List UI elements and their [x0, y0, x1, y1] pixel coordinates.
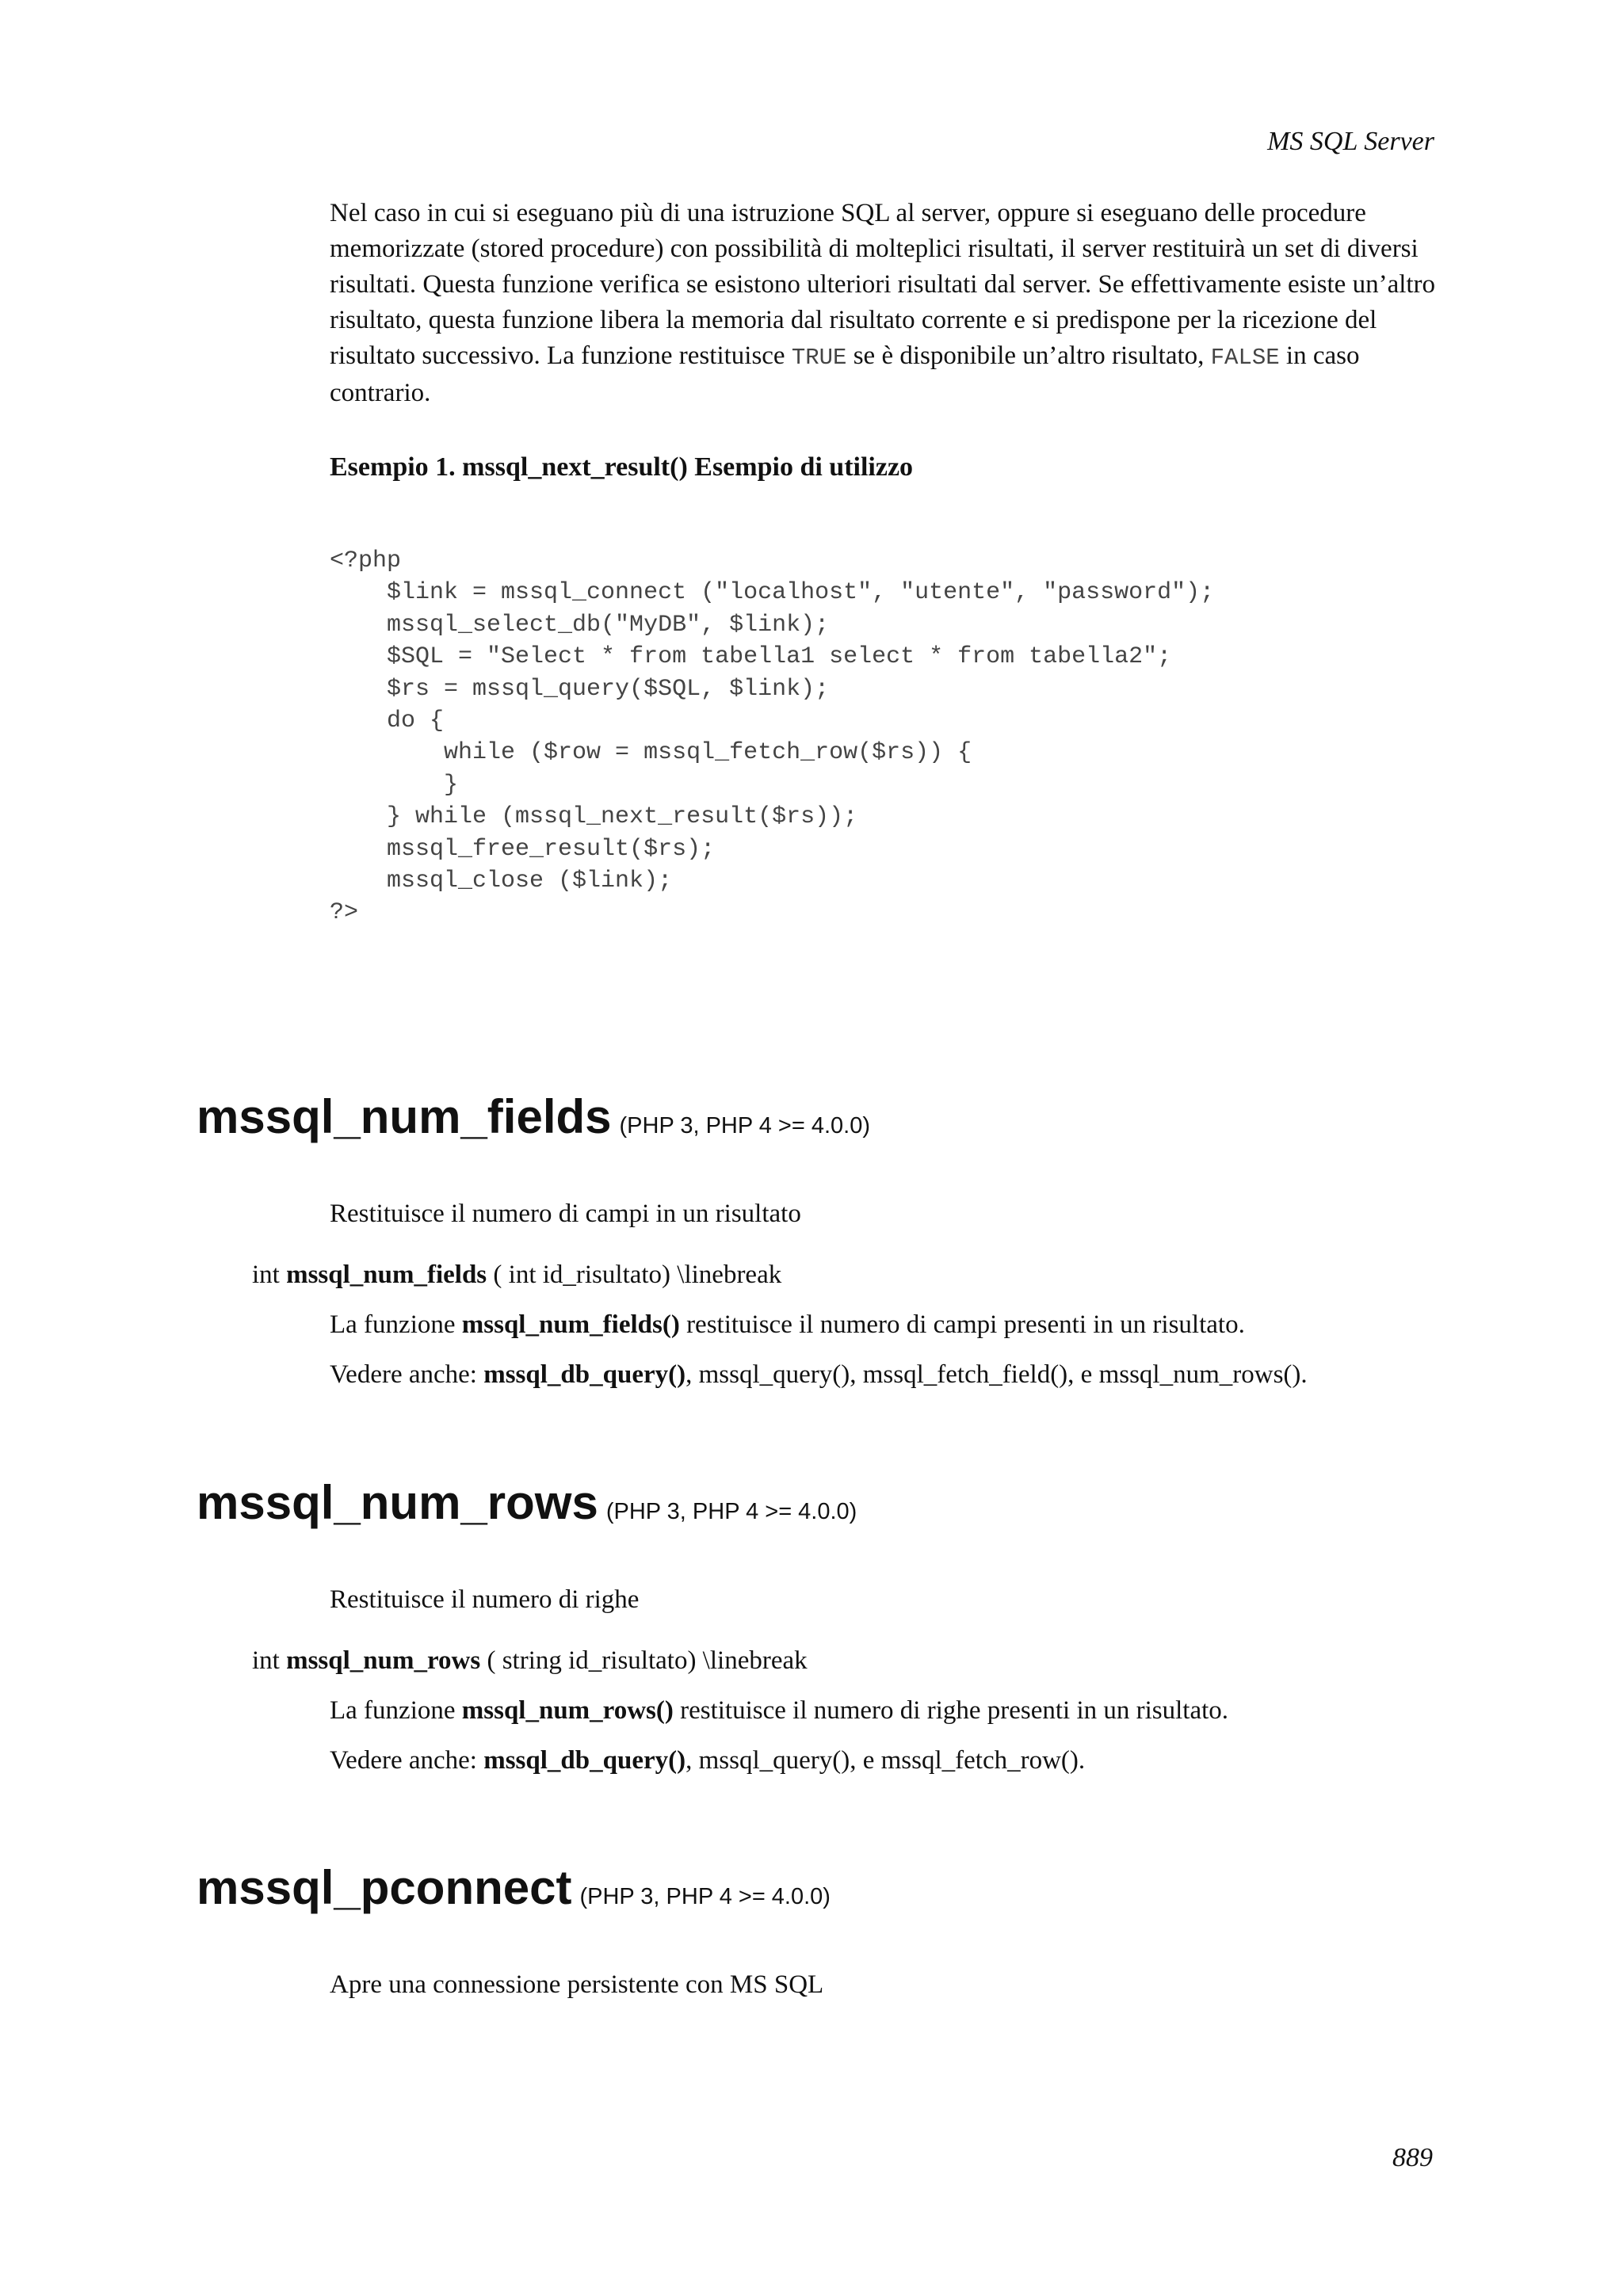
see-also-label: Vedere anche: — [330, 1746, 484, 1775]
summary-pconnect: Apre una connessione persistente con MS SQL — [330, 1970, 824, 1999]
section-title-pconnect — [197, 1860, 831, 1915]
see-also-label: Vedere anche: — [330, 1360, 484, 1389]
see-also-bold: mssql_db_query() — [483, 1360, 686, 1389]
synopsis-type: int — [252, 1261, 287, 1289]
version-info: (PHP 3, PHP 4 >= 4.0.0) — [619, 1113, 871, 1138]
function-name: mssql_num_fields — [197, 1090, 612, 1143]
synopsis-num-rows — [252, 1643, 808, 1679]
see-also-num-rows — [330, 1743, 1085, 1779]
see-also-rest: , mssql_query(), mssql_fetch_field(), e mssql_num_rows(). — [685, 1360, 1308, 1389]
function-name: mssql_pconnect — [197, 1861, 572, 1914]
desc-suffix: restituisce il numero di righe presenti in un risultato. — [673, 1696, 1229, 1725]
synopsis-function: mssql_num_rows — [286, 1646, 481, 1675]
see-also-rest: , mssql_query(), e mssql_fetch_row(). — [685, 1746, 1086, 1775]
synopsis-function: mssql_num_fields — [286, 1261, 487, 1289]
running-header: MS SQL Server — [1267, 127, 1434, 156]
example-title: Esempio 1. mssql_next_result() Esempio di utilizzo — [330, 452, 914, 482]
desc-function: mssql_num_rows() — [461, 1696, 674, 1725]
intro-text-3: in caso contrario. — [330, 341, 1360, 407]
see-also-bold: mssql_db_query() — [483, 1746, 686, 1775]
summary-num-rows: Restituisce il numero di righe — [330, 1585, 640, 1614]
version-info: (PHP 3, PHP 4 >= 4.0.0) — [579, 1884, 831, 1909]
description-num-fields — [330, 1307, 1245, 1343]
desc-prefix: La funzione — [330, 1310, 462, 1339]
function-name: mssql_num_rows — [197, 1476, 598, 1529]
synopsis-type: int — [252, 1646, 287, 1675]
intro-paragraph — [330, 196, 1439, 411]
see-also-num-fields — [330, 1357, 1308, 1393]
true-keyword: TRUE — [791, 345, 847, 371]
summary-num-fields: Restituisce il numero di campi in un risultato — [330, 1199, 801, 1228]
synopsis-num-fields — [252, 1257, 781, 1293]
version-info: (PHP 3, PHP 4 >= 4.0.0) — [605, 1499, 857, 1524]
section-title-num-rows — [197, 1475, 857, 1530]
intro-text-2: se è disponibile un’altro risultato, — [846, 341, 1211, 370]
synopsis-args: ( string id_risultato) \linebreak — [480, 1646, 808, 1675]
code-example: <?php $link = mssql_connect ("localhost", "utente", "password"); mssql_select_db("MyDB", $link); $SQL = "Select * from tabella1 select * from tabella2"; $rs = mssql_query($SQL, $link); do { while ($row = mssql_fetch_row($rs)) { } } while (mssql_next_result($rs)); mssql_free_result($rs); mssql_close ($link); ?> — [330, 547, 1215, 927]
desc-suffix: restituisce il numero di campi presenti in un risultato. — [679, 1310, 1245, 1339]
description-num-rows — [330, 1693, 1228, 1729]
section-title-num-fields — [197, 1089, 870, 1144]
page-number: 889 — [1392, 2143, 1433, 2172]
desc-function: mssql_num_fields() — [461, 1310, 680, 1339]
desc-prefix: La funzione — [330, 1696, 462, 1725]
intro-text-1: Nel caso in cui si eseguano più di una istruzione SQL al server, oppure si eseguano delle procedure memorizzate (stored procedure) con possibilità di molteplici risultati, il server restituirà un set di diversi risultati. Questa funzione verifica se esistono ulteriori risultati dal server. Se effettivamente esiste un’altro risultato, questa funzione libera la memoria dal risultato corrente e si predispone per la ricezione del risultato successivo. La funzione restituisce — [330, 199, 1436, 370]
false-keyword: FALSE — [1210, 345, 1280, 371]
synopsis-args: ( int id_risultato) \linebreak — [487, 1261, 782, 1289]
